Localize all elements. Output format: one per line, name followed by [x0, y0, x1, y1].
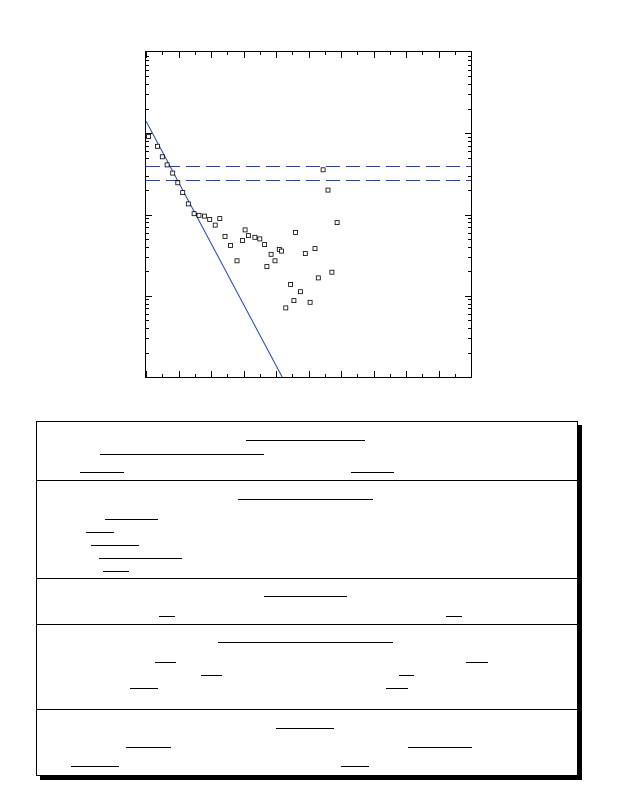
data-point [298, 290, 302, 294]
data-point [294, 230, 298, 234]
panel-rule [103, 571, 129, 572]
data-point [280, 249, 284, 253]
panel-rule [466, 662, 488, 663]
data-point [321, 168, 325, 172]
data-point [160, 155, 164, 159]
panel-rule [155, 662, 176, 663]
reference-lines [146, 167, 471, 181]
panel-rule [201, 675, 222, 676]
panel-rule [126, 747, 171, 748]
data-point [258, 237, 262, 241]
data-point [289, 282, 293, 286]
data-point [335, 221, 339, 225]
data-point [273, 259, 277, 263]
panel-rule [276, 728, 334, 729]
data-point [253, 235, 257, 239]
panel-section [37, 709, 577, 776]
panel-rule [341, 766, 369, 767]
data-point [269, 252, 273, 256]
panel-section [37, 480, 577, 579]
data-point [192, 212, 196, 216]
data-point [165, 163, 169, 167]
panel-rule [238, 499, 373, 500]
data-point [186, 202, 190, 206]
data-point [203, 214, 207, 218]
data-point [155, 144, 159, 148]
data-points [147, 135, 340, 310]
panel-rule [246, 440, 365, 441]
data-point [218, 217, 222, 221]
data-point [176, 181, 180, 185]
legend-panel [36, 421, 578, 776]
panel-rule [99, 558, 182, 559]
panel-rule [159, 616, 175, 617]
data-point [235, 259, 239, 263]
panel-rule [264, 596, 347, 597]
data-point [292, 299, 296, 303]
panel-rule [446, 616, 462, 617]
data-point [326, 188, 330, 192]
data-point [197, 213, 201, 217]
panel-rule [399, 675, 414, 676]
panel-section [37, 422, 577, 480]
data-point [316, 276, 320, 280]
panel-rule [105, 519, 158, 520]
panel-rule [86, 532, 114, 533]
panel-rule [218, 642, 393, 643]
panel-rule [100, 454, 264, 455]
data-point [147, 135, 151, 139]
data-point [208, 217, 212, 221]
panel-rule [130, 688, 158, 689]
fit-line-group [146, 121, 282, 377]
data-point [308, 300, 312, 304]
panel-section [37, 578, 577, 625]
data-point [265, 265, 269, 269]
data-point [229, 243, 233, 247]
panel-rule [386, 688, 408, 689]
fit-line [146, 121, 282, 377]
data-point [330, 270, 334, 274]
data-point [303, 252, 307, 256]
data-point [241, 239, 245, 243]
data-point [213, 223, 217, 227]
data-point [246, 234, 250, 238]
data-point [243, 228, 247, 232]
panel-rule [91, 545, 139, 546]
panel-rule [80, 472, 124, 473]
panel-section [37, 624, 577, 710]
data-point [181, 191, 185, 195]
panel-rule [351, 472, 394, 473]
data-point [313, 247, 317, 251]
data-point [223, 234, 227, 238]
data-point [263, 243, 267, 247]
panel-rule [71, 766, 119, 767]
panel-rule [408, 747, 472, 748]
data-point [171, 171, 175, 175]
data-point [284, 306, 288, 310]
